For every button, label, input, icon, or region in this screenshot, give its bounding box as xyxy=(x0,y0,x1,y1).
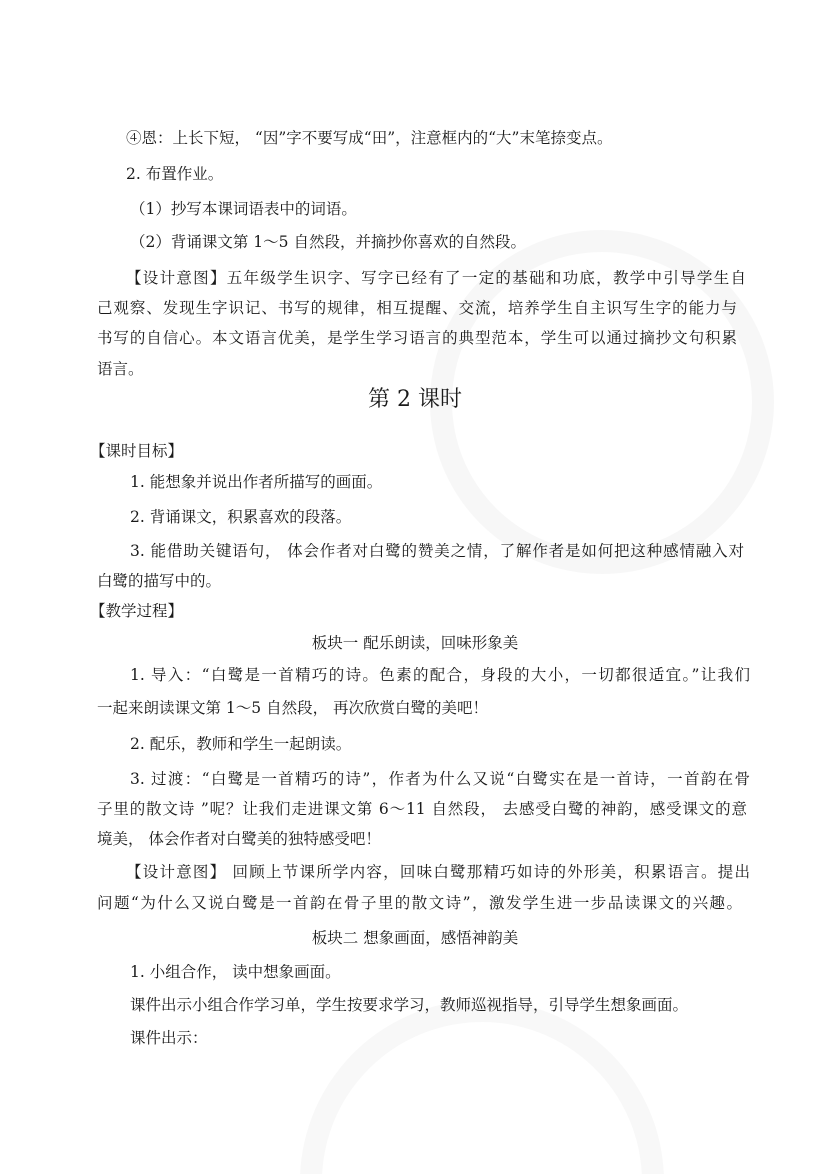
text-line: 课件出示小组合作学习单，学生按要求学习，教师巡视指导，引导学生想象画面。 xyxy=(130,996,689,1014)
text-line: 3. 过渡：“白鹭是一首精巧的诗”，作者为什么又说“白鹭实在是一首诗，一首韵在骨 xyxy=(130,770,750,788)
block-heading: 板块一 配乐朗读，回味形象美 xyxy=(311,634,519,652)
text-line: 1. 导入：“白鹭是一首精巧的诗。色素的配合，身段的大小，一切都很适宜。”让我们 xyxy=(130,666,750,684)
goal-item: 1. 能想象并说出作者所描写的画面。 xyxy=(130,473,383,491)
text-line: 白鹭的描写中的。 xyxy=(97,572,222,590)
section-heading-process: 【教学过程】 xyxy=(90,602,184,620)
text-line: 己观察、发现生字识记、书写的规律，相互提醒、交流，培养学生自主识写生字的能力与 xyxy=(97,299,737,317)
text-line: 书写的自信心。本文语言优美，是学生学习语言的典型范本，学生可以通过摘抄文句积累 xyxy=(97,329,737,347)
text-line: （1）抄写本课词语表中的词语。 xyxy=(130,200,357,218)
design-intent-paragraph: 【设计意图】 回顾上节课所学内容，回味白鹭那精巧如诗的外形美，积累语言。提出 xyxy=(126,863,750,881)
text-line: 1. 小组合作， 读中想象画面。 xyxy=(130,963,341,981)
text-line: 一起来朗读课文第 1～5 自然段， 再次欣赏白鹭的美吧！ xyxy=(97,699,489,717)
text-line: 语言。 xyxy=(97,360,144,378)
lesson-title: 第 2 课时 xyxy=(368,387,462,412)
text-line: 境美， 体会作者对白鹭美的独特感受吧！ xyxy=(97,830,381,848)
section-heading-goals: 【课时目标】 xyxy=(90,442,184,460)
goal-item: 3. 能借助关键语句， 体会作者对白鹭的赞美之情，了解作者是如何把这种感情融入对 xyxy=(130,542,744,560)
text-line: 课件出示： xyxy=(130,1029,208,1047)
text-line: 2. 配乐，教师和学生一起朗读。 xyxy=(130,735,352,753)
design-intent-paragraph: 【设计意图】五年级学生识字、写字已经有了一定的基础和功底，教学中引导学生自 xyxy=(126,269,746,287)
block-heading: 板块二 想象画面，感悟神韵美 xyxy=(311,929,519,947)
text-line: 2. 布置作业。 xyxy=(126,165,224,183)
text-line: ④恩：上长下短， “因”字不要写成“田”，注意框内的“大”末笔捺变点。 xyxy=(126,129,613,147)
text-line: （2）背诵课文第 1～5 自然段，并摘抄你喜欢的自然段。 xyxy=(130,233,526,251)
text-line: 子里的散文诗 ”呢？让我们走进课文第 6～11 自然段， 去感受白鹭的神韵，感受课文的意 xyxy=(97,800,747,818)
text-line: 问题“为什么又说白鹭是一首韵在骨子里的散文诗”，激发学生进一步品读课文的兴趣。 xyxy=(97,894,742,912)
goal-item: 2. 背诵课文，积累喜欢的段落。 xyxy=(130,508,352,526)
